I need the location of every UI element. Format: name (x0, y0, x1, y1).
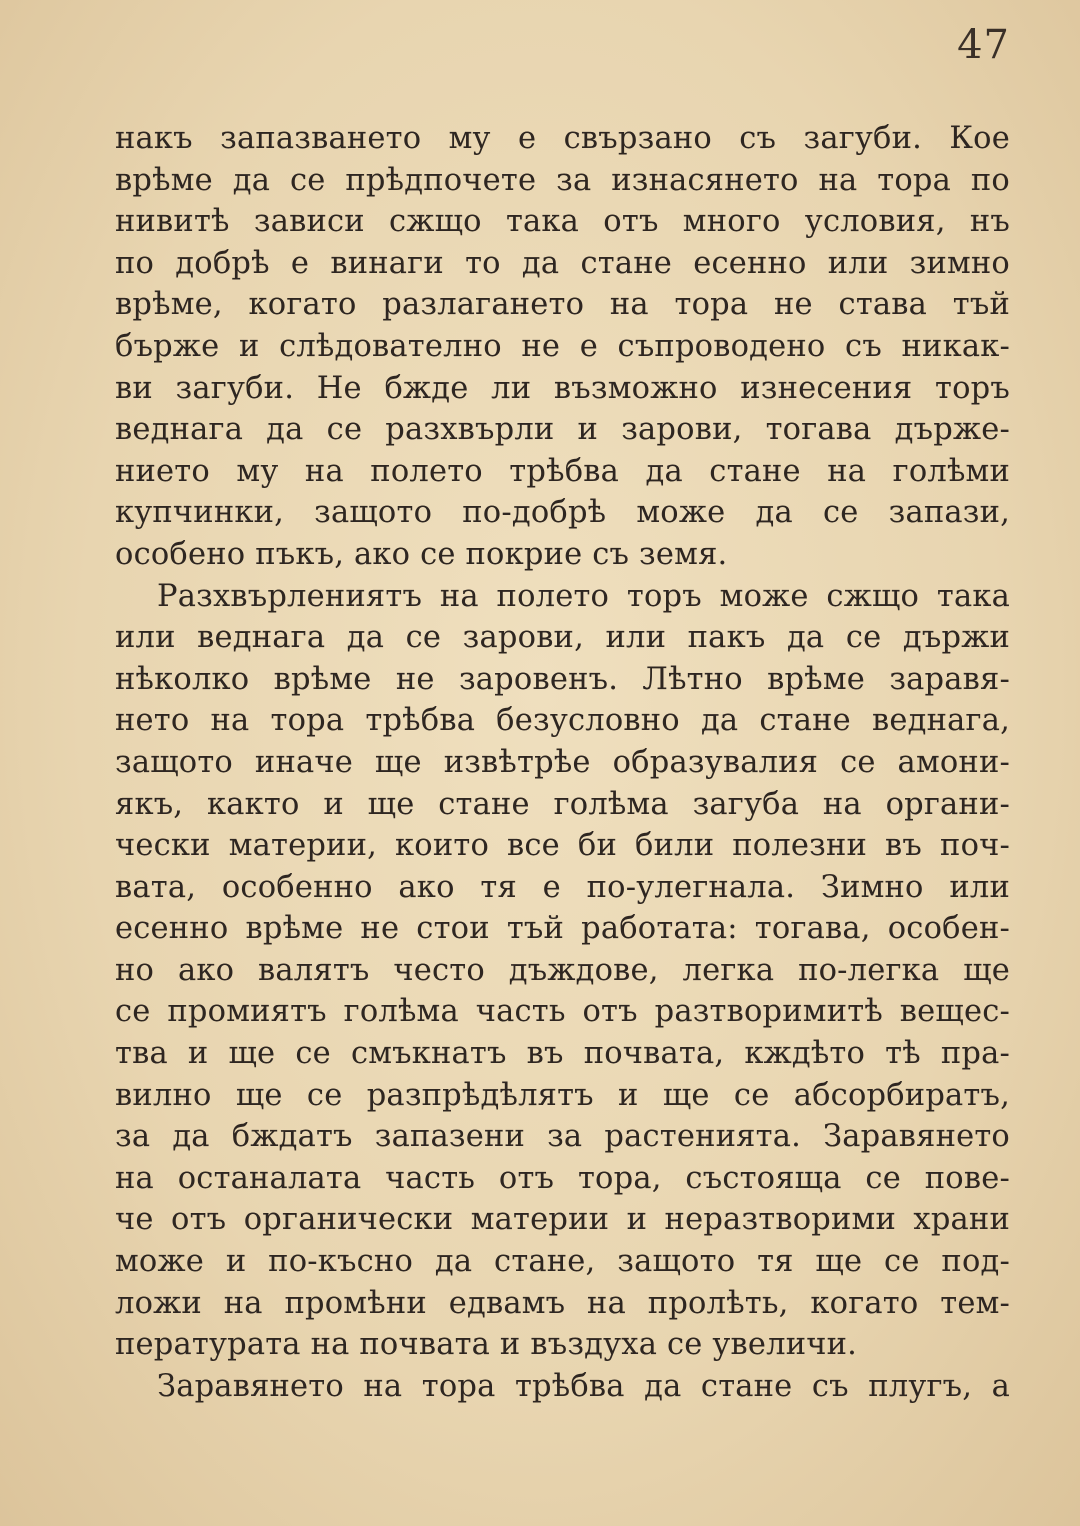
text-line: ложи на промѣни едвамъ на пролѣть, когато тем- (115, 1285, 1010, 1321)
text-line: може и по-късно да стане, защото тя ще се под- (115, 1244, 1010, 1280)
text-line: нѣколко врѣме не заровенъ. Лѣтно врѣме заравя- (115, 661, 1010, 697)
text-line: на останалата часть отъ тора, състояща се пове- (115, 1160, 1010, 1196)
text-line: есенно врѣме не стои тъй работата: тогава, особен- (115, 911, 1010, 947)
text-line: нивитѣ зависи сжщо така отъ много условия, нъ (115, 204, 1010, 240)
text-line: якъ, както и ще стане голѣма загуба на органи- (115, 786, 1010, 822)
text-line: врѣме да се прѣдпочете за изнасянето на тора по (115, 162, 1010, 198)
text-line: накъ запазването му е свързано съ загуби. Кое (115, 121, 1010, 156)
text-line: или веднага да се зарови, или пакъ да се държи (115, 620, 1010, 656)
text-line: врѣме, когато разлагането на тора не става тъй (115, 287, 1010, 323)
text-line: за да бждатъ запазени за растенията. Заравянето (115, 1119, 1010, 1155)
text-line: нето на тора трѣбва безусловно да стане веднага, (115, 703, 1010, 739)
paragraph-start-line: Заравянето на тора трѣбва да стане съ плугъ, а (157, 1368, 1010, 1404)
paragraph-start-line: Разхвърлениятъ на полето торъ може сжщо така (157, 578, 1010, 614)
text-line: купчинки, защото по-добрѣ може да се запази, (115, 495, 1010, 531)
text-line: чески материи, които все би били полезни въ поч- (115, 828, 1010, 864)
text-line: вата, особенно ако тя е по-улегнала. Зимно или (115, 869, 1010, 905)
text-line: нието му на полето трѣбва да стане на голѣми (115, 453, 1010, 489)
text-line: ви загуби. Не бжде ли възможно изнесения торъ (115, 370, 1010, 406)
text-line: веднага да се разхвърли и зарови, тогава държе- (115, 412, 1010, 448)
text-line: тва и ще се смъкнатъ въ почвата, кждѣто тѣ пра- (115, 1036, 1010, 1072)
body-text (115, 118, 1010, 1407)
text-line: по добрѣ е винаги то да стане есенно или зимно (115, 245, 1010, 281)
text-line: защото иначе ще извѣтрѣе образувалия се амони- (115, 744, 1010, 780)
paragraph-end-line: особено пъкъ, ако се покрие съ земя. (115, 536, 728, 572)
paragraph-end-line: пературата на почвата и въздуха се увеличи. (115, 1327, 858, 1363)
page-number: 47 (957, 22, 1010, 68)
text-line: че отъ органически материи и неразтворими храни (115, 1202, 1010, 1238)
text-line: но ако валятъ често дъждове, легка по-легка ще (115, 952, 1010, 988)
text-line: бърже и слѣдователно не е съпроводено съ никак- (115, 328, 1010, 364)
text-line: вилно ще се разпрѣдѣлятъ и ще се абсорбиратъ, (115, 1077, 1010, 1113)
text-line: се промиятъ голѣма часть отъ разтворимитѣ вещес- (115, 994, 1010, 1030)
